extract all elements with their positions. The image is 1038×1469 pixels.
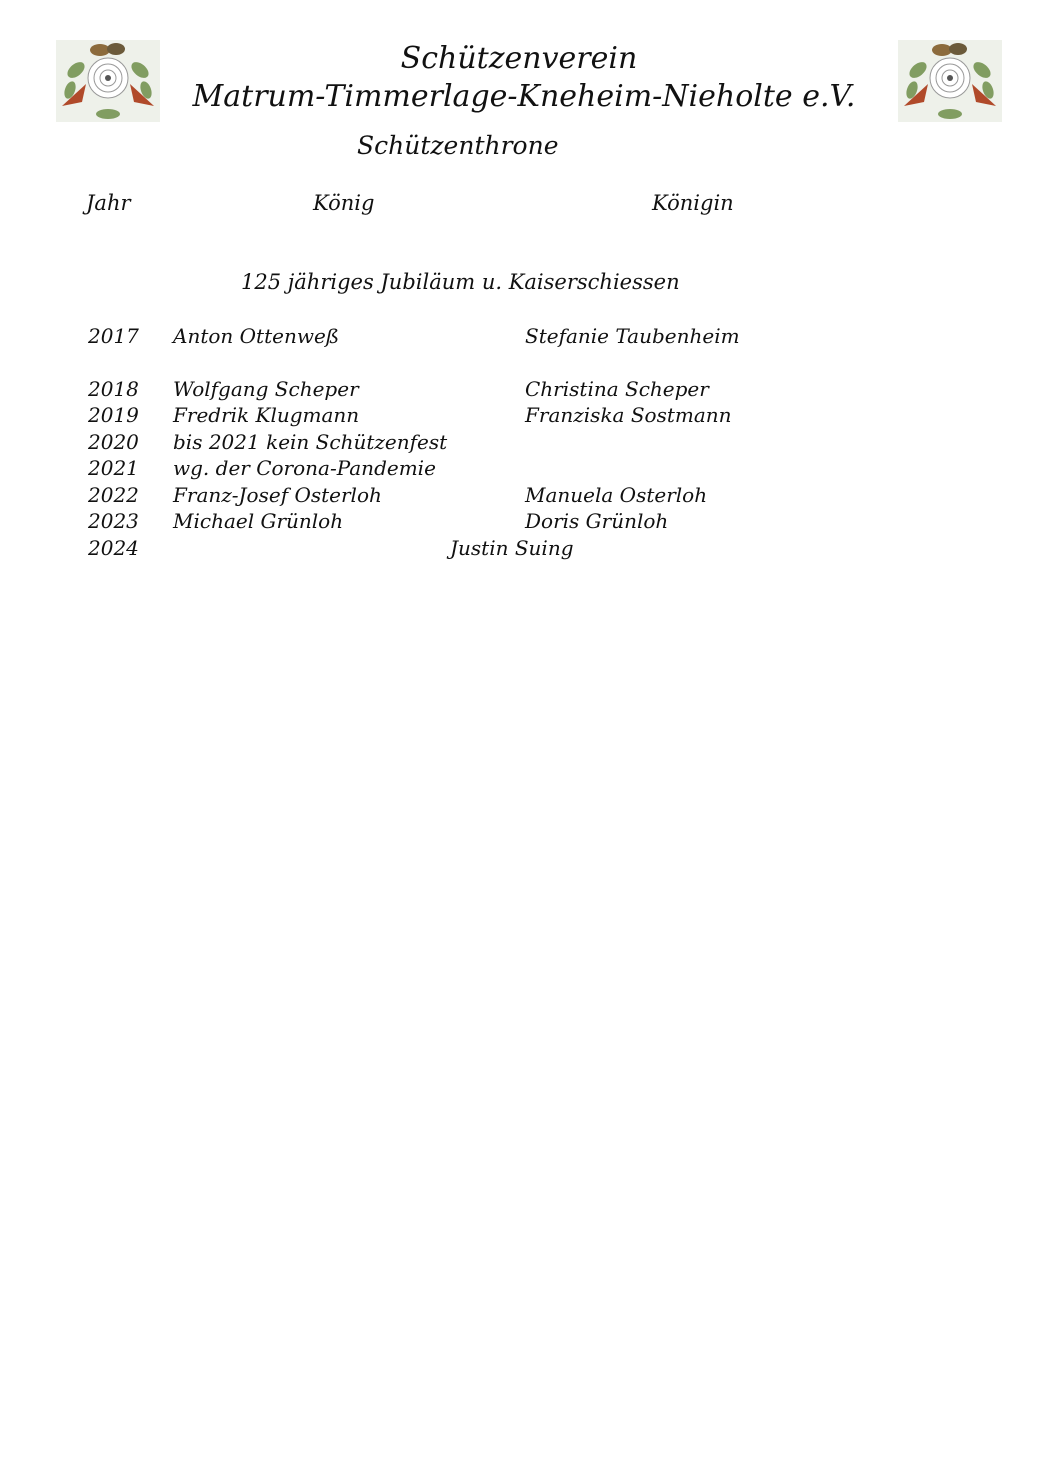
table-row	[0, 402, 1038, 428]
row-queen: Franziska Sostmann	[525, 403, 732, 427]
table-row	[0, 482, 1038, 508]
row-king: Franz-Josef Osterloh	[173, 483, 382, 507]
row-king: Wolfgang Scheper	[173, 377, 359, 401]
table-row	[0, 535, 1038, 561]
row-monarch-combined: Justin Suing	[450, 536, 574, 560]
row-note: bis 2021 kein Schützenfest	[173, 430, 448, 454]
club-name-line1: Schützenverein	[400, 41, 638, 76]
column-header-year: Jahr	[86, 191, 131, 215]
row-year: 2020	[88, 430, 139, 454]
table-row	[0, 508, 1038, 534]
column-header-queen: Königin	[652, 191, 734, 215]
row-year: 2023	[88, 509, 139, 533]
table-row	[0, 376, 1038, 402]
row-king: Michael Grünloh	[173, 509, 344, 533]
row-year: 2017	[88, 324, 139, 348]
table-row	[0, 455, 1038, 481]
row-year: 2021	[88, 456, 139, 480]
row-queen: Stefanie Taubenheim	[525, 324, 740, 348]
row-king: Anton Ottenweß	[173, 324, 340, 348]
row-year: 2019	[88, 403, 139, 427]
row-year: 2024	[88, 536, 139, 560]
row-king: Fredrik Klugmann	[173, 403, 360, 427]
document-subtitle: Schützenthrone	[357, 131, 559, 160]
row-year: 2022	[88, 483, 139, 507]
club-name-line2: Matrum-Timmerlage-Kneheim-Nieholte e.V.	[192, 79, 856, 114]
row-queen: Doris Grünloh	[525, 509, 669, 533]
jubilee-note: 125 jähriges Jubiläum u. Kaiserschiessen	[241, 270, 680, 294]
row-year: 2018	[88, 377, 139, 401]
table-row	[0, 323, 1038, 349]
column-header-king: König	[313, 191, 375, 215]
row-queen: Manuela Osterloh	[525, 483, 708, 507]
table-row	[0, 429, 1038, 455]
row-note: wg. der Corona-Pandemie	[173, 456, 436, 480]
row-queen: Christina Scheper	[525, 377, 709, 401]
